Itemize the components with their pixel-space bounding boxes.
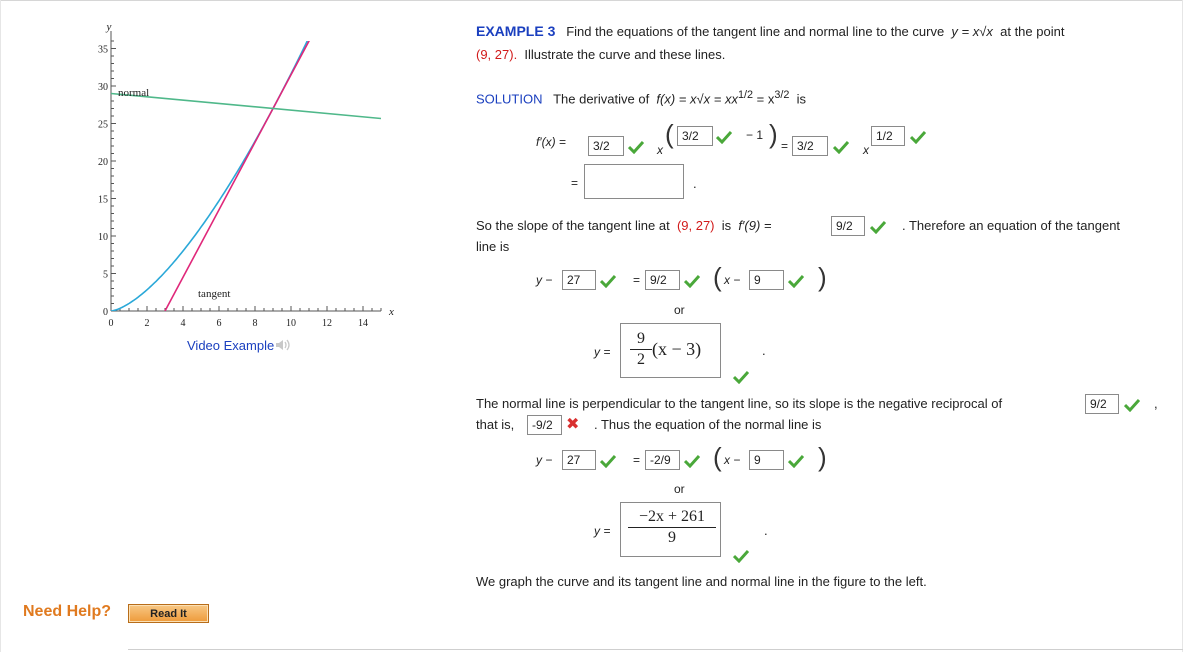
check-icon <box>910 130 926 144</box>
coef2-answer-field[interactable]: 3/2 <box>792 136 828 156</box>
derivative-intro: The derivative of <box>553 91 650 107</box>
y-tick-label: 15 <box>98 194 108 206</box>
exponent-three-half: 3/2 <box>774 89 790 101</box>
check-icon <box>788 454 804 468</box>
y-tick-label: 30 <box>98 82 108 93</box>
x-tick-label: 2 <box>144 318 150 329</box>
minus-one: − 1 <box>746 128 764 142</box>
need-help-label: Need Help? <box>23 603 112 620</box>
normal-line <box>111 94 381 119</box>
paren-close: ) <box>818 262 827 292</box>
paren-close: ) <box>818 442 827 472</box>
solution-line <box>476 89 806 106</box>
prompt-text-post: at the point <box>1000 24 1065 39</box>
is-label: is <box>796 91 807 107</box>
y-tick-label: 5 <box>103 269 108 281</box>
slope-point: (9, 27) <box>676 218 715 233</box>
normal-x0-field[interactable]: 9 <box>749 450 784 470</box>
check-icon <box>716 130 732 144</box>
f-expression: f(x) = x√x = xx <box>656 91 738 107</box>
simplified-derivative-field[interactable] <box>584 164 684 199</box>
check-icon <box>788 274 804 288</box>
curve-line <box>111 30 313 311</box>
check-icon <box>833 140 849 154</box>
x-axis-label: x <box>389 306 394 318</box>
tangent-y-minus: y − <box>536 273 553 287</box>
x-tick-label: 14 <box>358 318 368 329</box>
example-line-2 <box>476 47 725 62</box>
tangent-fraction <box>630 330 652 369</box>
tangent-line <box>165 34 313 311</box>
tangent-y-eq: y = <box>594 345 611 359</box>
equals-sign-2: = <box>571 176 579 190</box>
y-tick-label: 20 <box>98 157 108 168</box>
tangent-frac-tail: (x − 3) <box>652 339 702 359</box>
exponent2-answer-field[interactable]: 1/2 <box>871 126 905 146</box>
check-icon <box>733 549 749 563</box>
normal-y-eq: y = <box>594 524 611 538</box>
exponent-answer-field[interactable]: 3/2 <box>677 126 713 146</box>
period: . <box>764 523 768 538</box>
equals-x: = x <box>756 91 775 107</box>
y-tick-label: 10 <box>98 232 108 243</box>
period: . <box>693 176 697 191</box>
y-tick-label: 0 <box>103 307 108 318</box>
or-label: or <box>674 303 685 317</box>
tangent-equals: = <box>633 273 641 287</box>
negative-reciprocal-field[interactable]: -9/2 <box>527 415 562 435</box>
paren-open: ( <box>665 119 674 149</box>
fprime9: f′(9) = <box>738 218 772 233</box>
x-tick-label: 12 <box>322 318 332 329</box>
normal-equals: = <box>633 453 641 467</box>
graph-figure <box>0 0 420 360</box>
x-tick-label: 0 <box>108 318 114 329</box>
slope-text: So the slope of the tangent line at <box>476 218 670 233</box>
closing-text: We graph the curve and its tangent line and normal line in the figure to the left. <box>476 574 927 589</box>
read-it-button[interactable]: Read It <box>128 604 209 623</box>
normal-y-minus: y − <box>536 453 553 467</box>
x-tick-label: 4 <box>180 318 186 329</box>
y-tick-label: 25 <box>98 119 108 131</box>
video-example-label: Video Example <box>187 338 275 353</box>
normal-post: . Thus the equation of the normal line is <box>594 417 822 432</box>
tangent-y0-field[interactable]: 27 <box>562 270 596 290</box>
slope-line <box>476 218 772 233</box>
x-base-2: x <box>863 143 869 157</box>
exponent-half: 1/2 <box>737 89 754 101</box>
check-icon <box>628 140 644 154</box>
y-axis-label: y <box>106 21 112 33</box>
paren-open: ( <box>713 442 722 472</box>
bottom-divider <box>128 649 1183 650</box>
solution-label: SOLUTION <box>476 91 543 107</box>
reciprocal-answer-field[interactable]: 9/2 <box>1085 394 1119 414</box>
normal-label: normal <box>118 87 150 99</box>
x-tick-label: 6 <box>216 318 222 329</box>
check-icon <box>733 370 749 384</box>
tangent-x-minus: x − <box>724 273 741 287</box>
normal-y0-field[interactable]: 27 <box>562 450 596 470</box>
y-tick-label: 35 <box>98 44 108 56</box>
period: . <box>762 343 766 358</box>
that-is: that is, <box>476 417 515 432</box>
normal-text: The normal line is perpendicular to the tangent line, so its slope is the negative reciprocal of <box>476 396 1003 411</box>
tangent-label: tangent <box>198 288 231 300</box>
tangent-slope-field[interactable]: 9/2 <box>645 270 680 290</box>
comma: , <box>1154 396 1158 411</box>
incorrect-x-icon: ✖ <box>566 416 580 433</box>
slope-line-2: line is <box>476 239 510 254</box>
fraction-numerator: 9 <box>637 330 645 347</box>
normal-fraction <box>628 508 716 547</box>
check-icon <box>684 454 700 468</box>
or-label: or <box>674 482 685 496</box>
prompt-text-2: Illustrate the curve and these lines. <box>524 47 726 62</box>
normal-slope-field[interactable]: -2/9 <box>645 450 680 470</box>
fraction-denominator: 9 <box>668 529 676 546</box>
x-tick-label: 8 <box>252 318 258 329</box>
tangent-x0-field[interactable]: 9 <box>749 270 784 290</box>
equals-sign: = <box>781 139 789 153</box>
coef-answer-field[interactable]: 3/2 <box>588 136 624 156</box>
check-icon <box>600 454 616 468</box>
slope-is: is <box>721 218 732 233</box>
fraction-numerator: −2x + 261 <box>638 508 706 525</box>
point-label: (9, 27). <box>476 47 518 62</box>
check-icon <box>1124 398 1140 412</box>
example-label: EXAMPLE 3 <box>476 23 556 39</box>
video-example-link[interactable] <box>187 338 290 353</box>
curve-expression: y = x√x <box>951 24 993 39</box>
paren-open: ( <box>713 262 722 292</box>
check-icon <box>600 274 616 288</box>
fprime-label: f′(x) = <box>536 135 566 149</box>
check-icon <box>870 220 886 234</box>
x-base: x <box>657 143 663 157</box>
check-icon <box>684 274 700 288</box>
slope-answer-field[interactable]: 9/2 <box>831 216 865 236</box>
slope-post: . Therefore an equation of the tangent <box>902 218 1121 233</box>
speaker-icon <box>274 338 290 353</box>
x-tick-label: 10 <box>286 318 296 329</box>
normal-x-minus: x − <box>724 453 741 467</box>
prompt-text: Find the equations of the tangent line and normal line to the curve <box>566 24 945 39</box>
fraction-denominator: 2 <box>637 351 645 368</box>
paren-close: ) <box>769 119 778 149</box>
example-line-1 <box>476 23 1064 39</box>
